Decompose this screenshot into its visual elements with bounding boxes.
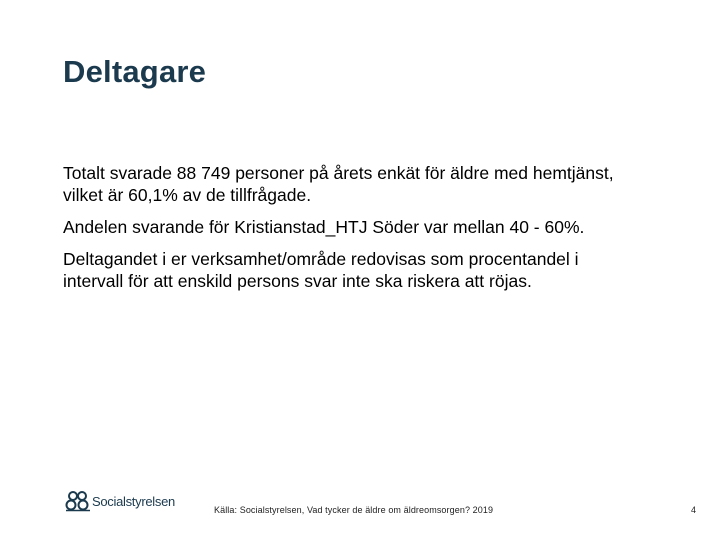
body-text	[63, 162, 623, 302]
paragraph-total-responses: Totalt svarade 88 749 personer på årets enkät för äldre med hemtjänst, vilket är 60,1% av de tillfrågade.	[63, 163, 614, 205]
page-number: 4	[691, 505, 697, 515]
source-note: Källa: Socialstyrelsen, Vad tycker de äldre om äldreomsorgen? 2019	[214, 505, 494, 515]
logo-text: Socialstyrelsen	[92, 493, 175, 509]
socialstyrelsen-logo-icon	[65, 489, 91, 513]
socialstyrelsen-logo	[65, 489, 175, 513]
paragraph-unit-share: Andelen svarande för Kristianstad_HTJ Söder var mellan 40 - 60%.	[63, 217, 585, 237]
paragraph-interval-explanation: Deltagandet i er verksamhet/område redovisas som procentandel i intervall för att enskild persons svar inte ska riskera att röjas.	[63, 249, 579, 291]
page-title: Deltagare	[63, 54, 207, 89]
